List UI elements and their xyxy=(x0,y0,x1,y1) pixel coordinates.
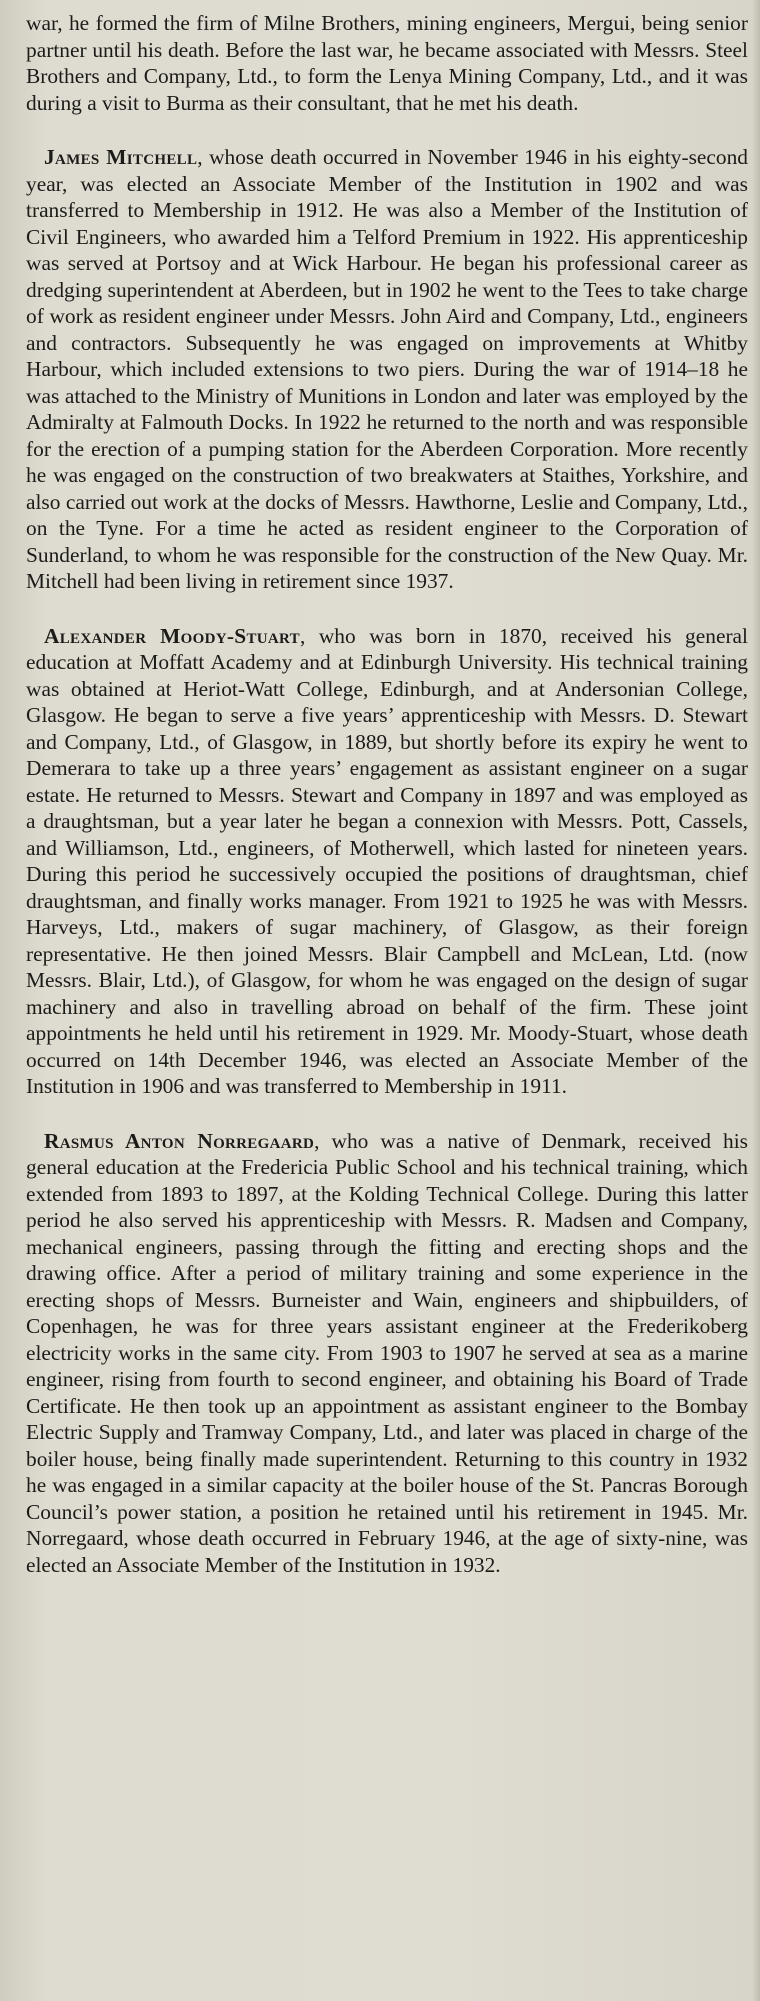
obituary-name: Alexander Moody-Stuart xyxy=(44,623,300,648)
obituary-moody-stuart xyxy=(26,623,748,1100)
obituary-text: , whose death occurred in November 1946 in his eighty-second year, was elected an Associate Member of the Institution in 1902 and was transferred to Membership in 1912. He was also a Member of the Institution of Civil Engineers, who awarded him a Telford Premium in 1922. His apprenticeship was served at Portsoy and at Wick Harbour. He began his professional career as dredging superintendent at Aberdeen, but in 1902 he went to the Tees to take charge of work as resident engineer under Messrs. John Aird and Company, Ltd., engineers and contractors. Subsequently he was engaged on improvements at Whitby Harbour, which included extensions to two piers. During the war of 1914–18 he was attached to the Ministry of Munitions in London and later was employed by the Admiralty at Falmouth Docks. In 1922 he returned to the north and was responsible for the erection of a pumping station for the Aberdeen Corporation. More recently he was engaged on the construction of two breakwaters at Staithes, Yorkshire, and also carried out work at the docks of Messrs. Hawthorne, Leslie and Company, Ltd., on the Tyne. For a time he acted as resident engineer to the Corporation of Sunderland, to whom he was responsible for the construction of the New Quay. Mr. Mitchell had been living in retirement since 1937. xyxy=(26,145,748,593)
page-edge-shadow xyxy=(752,0,760,2001)
obituary-text: , who was a native of Denmark, received his general education at the Fredericia Public School and his technical training, which extended from 1893 to 1897, at the Kolding Technical College. During this latter period he also served his apprenticeship with Messrs. R. Madsen and Company, mechanical engineers, passing through the fitting and erecting shops and the drawing office. After a period of military training and some experience in the erecting shops of Messrs. Burneister and Wain, engineers and shipbuilders, of Copenhagen, he was for three years assistant engineer at the Frederikoberg electricity works in the same city. From 1903 to 1907 he served at sea as a marine engineer, rising from fourth to second engineer, and obtaining his Board of Trade Certificate. He then took up an appointment as assistant engineer to the Bombay Electric Supply and Tramway Company, Ltd., and later was placed in charge of the boiler house, being finally made superintendent. Returning to this country in 1932 he was engaged in a similar capacity at the boiler house of the St. Pancras Borough Council’s power station, a position he retained until his retirement in 1945. Mr. Norregaard, whose death occurred in February 1946, at the age of sixty-nine, was elected an Associate Member of the Institution in 1932. xyxy=(26,1128,748,1577)
obituary-text: war, he formed the firm of Milne Brothers, mining engineers, Mergui, being senior partner until his death. Before the last war, he became associated with Messrs. Steel Brothers and Company, Ltd., to form the Lenya Mining Company, Ltd., and it was during a visit to Burma as their consultant, that he met his death. xyxy=(26,11,748,115)
obituary-name: James Mitchell xyxy=(44,145,198,169)
obituary-text: , who was born in 1870, received his general education at Moffatt Academy and at Edinburgh University. His technical training was obtained at Heriot-Watt College, Edinburgh, and at Andersonian College, Glasgow. He began to serve a five years’ apprenticeship with Messrs. D. Stewart and Company, Ltd., of Glasgow, in 1889, but shortly before its expiry he went to Demerara to take up a three years’ engagement as assistant engineer on a sugar estate. He returned to Messrs. Stewart and Company in 1897 and was employed as a draughtsman, but a year later he began a connexion with Messrs. Pott, Cassels, and Williamson, Ltd., engineers, of Motherwell, which lasted for nineteen years. During this period he successively occupied the positions of draughtsman, chief draughtsman, and finally works manager. From 1921 to 1925 he was with Messrs. Harveys, Ltd., makers of sugar machinery, of Glasgow, as their foreign representative. He then joined Messrs. Blair Campbell and McLean, Ltd. (now Messrs. Blair, Ltd.), of Glasgow, for whom he was engaged on the design of sugar machinery and also in travelling abroad on behalf of the firm. These joint appointments he held until his retirement in 1929. Mr. Moody-Stuart, whose death occurred on 14th December 1946, was elected an Associate Member of the Institution in 1906 and was transferred to Membership in 1911. xyxy=(26,623,748,1098)
obituary-milne-continued xyxy=(26,10,748,116)
obituary-name: Rasmus Anton Norregaard xyxy=(44,1128,315,1153)
obituary-norregaard xyxy=(26,1128,748,1579)
obituary-mitchell xyxy=(26,144,748,595)
